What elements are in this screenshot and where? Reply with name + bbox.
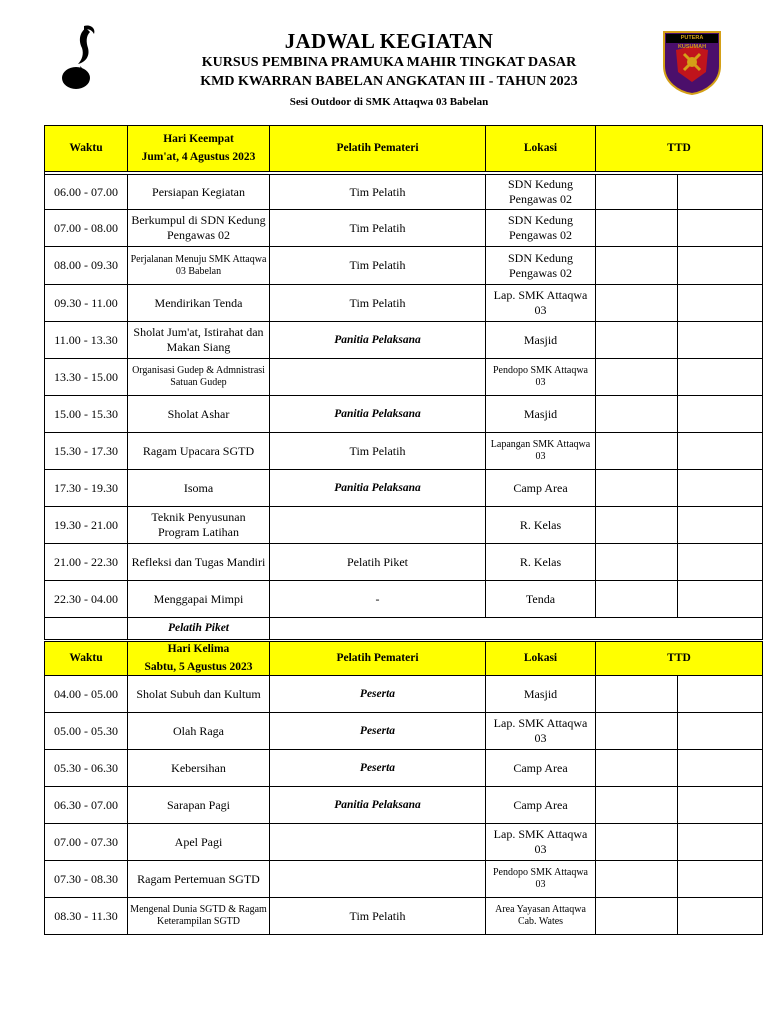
table-row [45, 676, 763, 713]
cell-kegiatan: Organisasi Gudep & Admnistrasi Satuan Gudep [128, 359, 270, 396]
cell-lokasi: SDN Kedung Pengawas 02 [486, 247, 596, 285]
cell-kegiatan: Isoma [128, 470, 270, 507]
cell-ttd-signature [678, 433, 763, 470]
cell-kegiatan: Berkumpul di SDN Kedung Pengawas 02 [128, 210, 270, 247]
table-row [45, 507, 763, 544]
cell-ttd-signature [596, 470, 678, 507]
badge-text: PUTERA KUSUMAH [677, 35, 707, 50]
cell-pelatih: Pelatih Piket [270, 544, 486, 581]
cell-ttd-signature [596, 861, 678, 898]
table-row [45, 898, 763, 935]
cell-ttd-signature [596, 175, 678, 210]
header-ttd: TTD [596, 126, 763, 172]
table-row [45, 861, 763, 898]
cell-kegiatan: Menggapai Mimpi [128, 581, 270, 618]
cell-empty [270, 618, 763, 640]
cell-kegiatan: Kebersihan [128, 750, 270, 787]
cell-ttd-signature [678, 470, 763, 507]
cell-lokasi: Area Yayasan Attaqwa Cab. Wates [486, 898, 596, 935]
cell-ttd-signature [678, 787, 763, 824]
cell-lokasi: Masjid [486, 676, 596, 713]
table-row [45, 713, 763, 750]
schedule-table-day2 [44, 641, 763, 935]
cell-ttd-signature [596, 544, 678, 581]
cell-pelatih: Panitia Pelaksana [270, 396, 486, 433]
cell-kegiatan: Perjalanan Menuju SMK Attaqwa 03 Babelan [128, 247, 270, 285]
subtitle-course: KURSUS PEMBINA PRAMUKA MAHIR TINGKAT DASAR [201, 55, 577, 70]
cell-kegiatan: Sholat Subuh dan Kultum [128, 676, 270, 713]
cell-ttd-signature [678, 175, 763, 210]
cell-waktu: 09.30 - 11.00 [45, 285, 128, 322]
cell-pelatih: Tim Pelatih [270, 285, 486, 322]
cell-ttd-signature [678, 322, 763, 359]
cell-ttd-signature [596, 247, 678, 285]
cell-pelatih: Peserta [270, 713, 486, 750]
cell-pelatih: Tim Pelatih [270, 210, 486, 247]
cell-ttd-signature [678, 359, 763, 396]
cell-pelatih [270, 824, 486, 861]
cell-empty [45, 618, 128, 640]
pelatih-piket-label: Pelatih Piket [128, 618, 270, 640]
table-row [45, 247, 763, 285]
table-row [45, 396, 763, 433]
cell-pelatih: Peserta [270, 750, 486, 787]
cell-ttd-signature [596, 581, 678, 618]
cell-ttd-signature [596, 898, 678, 935]
cell-lokasi: Lapangan SMK Attaqwa 03 [486, 433, 596, 470]
cell-ttd-signature [596, 285, 678, 322]
cell-lokasi: Camp Area [486, 470, 596, 507]
cell-ttd-signature [596, 433, 678, 470]
table-row [45, 470, 763, 507]
cell-pelatih: - [270, 581, 486, 618]
cell-waktu: 06.30 - 07.00 [45, 787, 128, 824]
cell-ttd-signature [678, 676, 763, 713]
cell-lokasi: R. Kelas [486, 544, 596, 581]
cell-ttd-signature [596, 787, 678, 824]
cell-ttd-signature [596, 396, 678, 433]
header-lokasi: Lokasi [486, 642, 596, 676]
cell-waktu: 05.00 - 05.30 [45, 713, 128, 750]
cell-kegiatan: Ragam Upacara SGTD [128, 433, 270, 470]
cell-kegiatan: Refleksi dan Tugas Mandiri [128, 544, 270, 581]
cell-pelatih: Panitia Pelaksana [270, 322, 486, 359]
cell-waktu: 08.00 - 09.30 [45, 247, 128, 285]
header-ttd: TTD [596, 642, 763, 676]
cell-pelatih [270, 861, 486, 898]
cell-lokasi: Pendopo SMK Attaqwa 03 [486, 359, 596, 396]
cell-lokasi: SDN Kedung Pengawas 02 [486, 175, 596, 210]
page-title: JADWAL KEGIATAN [284, 29, 494, 53]
cell-waktu: 21.00 - 22.30 [45, 544, 128, 581]
table-row [45, 544, 763, 581]
cell-kegiatan: Sholat Jum'at, Istirahat dan Makan Siang [128, 322, 270, 359]
day-label: Hari Keempat [163, 133, 234, 145]
cell-ttd-signature [678, 861, 763, 898]
cell-pelatih: Tim Pelatih [270, 247, 486, 285]
document-header [0, 0, 768, 120]
cell-lokasi: Tenda [486, 581, 596, 618]
cell-pelatih: Panitia Pelaksana [270, 787, 486, 824]
cell-waktu: 15.00 - 15.30 [45, 396, 128, 433]
cell-lokasi: Lap. SMK Attaqwa 03 [486, 824, 596, 861]
table-row [45, 750, 763, 787]
day-date: Jum'at, 4 Agustus 2023 [141, 151, 256, 163]
cell-kegiatan: Teknik Penyusunan Program Latihan [128, 507, 270, 544]
cell-waktu: 08.30 - 11.30 [45, 898, 128, 935]
table-row [45, 210, 763, 247]
table-header-row [45, 126, 763, 172]
cell-pelatih: Peserta [270, 676, 486, 713]
cell-ttd-signature [596, 824, 678, 861]
header-pelatih: Pelatih Pemateri [270, 642, 486, 676]
schedule-table-day1 [44, 125, 763, 640]
cell-kegiatan: Mengenal Dunia SGTD & Ragam Keterampilan SGTD [128, 898, 270, 935]
cell-lokasi: Masjid [486, 396, 596, 433]
cell-waktu: 11.00 - 13.30 [45, 322, 128, 359]
cell-waktu: 17.30 - 19.30 [45, 470, 128, 507]
cell-pelatih: Tim Pelatih [270, 898, 486, 935]
cell-ttd-signature [678, 713, 763, 750]
cell-kegiatan: Mendirikan Tenda [128, 285, 270, 322]
cell-ttd-signature [596, 210, 678, 247]
cell-ttd-signature [678, 247, 763, 285]
cell-waktu: 15.30 - 17.30 [45, 433, 128, 470]
cell-ttd-signature [596, 359, 678, 396]
cell-waktu: 06.00 - 07.00 [45, 175, 128, 210]
cell-waktu: 07.00 - 07.30 [45, 824, 128, 861]
cell-lokasi: Lap. SMK Attaqwa 03 [486, 285, 596, 322]
day-label: Hari Kelima [167, 643, 230, 655]
subtitle-batch: KMD KWARRAN BABELAN ANGKATAN III - TAHUN 2023 [200, 74, 578, 89]
cell-kegiatan: Apel Pagi [128, 824, 270, 861]
table-row [45, 359, 763, 396]
cell-ttd-signature [596, 322, 678, 359]
cell-waktu: 22.30 - 04.00 [45, 581, 128, 618]
cell-ttd-signature [678, 507, 763, 544]
table-header-row [45, 642, 763, 676]
table-row [45, 433, 763, 470]
cell-ttd-signature [596, 676, 678, 713]
subtitle-session: Sesi Outdoor di SMK Attaqwa 03 Babelan [289, 96, 489, 108]
cell-ttd-signature [678, 750, 763, 787]
pelatih-piket-row [45, 618, 763, 640]
header-day [128, 126, 270, 172]
cell-ttd-signature [678, 396, 763, 433]
header-day [128, 642, 270, 676]
table-row [45, 175, 763, 210]
cell-ttd-signature [678, 210, 763, 247]
cell-pelatih [270, 359, 486, 396]
cell-waktu: 19.30 - 21.00 [45, 507, 128, 544]
cell-ttd-signature [678, 824, 763, 861]
cell-ttd-signature [596, 750, 678, 787]
cell-kegiatan: Olah Raga [128, 713, 270, 750]
cell-ttd-signature [678, 581, 763, 618]
cell-pelatih: Tim Pelatih [270, 175, 486, 210]
cell-lokasi: Camp Area [486, 750, 596, 787]
cell-ttd-signature [596, 713, 678, 750]
cell-lokasi: Masjid [486, 322, 596, 359]
header-lokasi: Lokasi [486, 126, 596, 172]
cell-pelatih: Panitia Pelaksana [270, 470, 486, 507]
cell-lokasi: Camp Area [486, 787, 596, 824]
cell-waktu: 13.30 - 15.00 [45, 359, 128, 396]
table-row [45, 787, 763, 824]
cell-ttd-signature [596, 507, 678, 544]
cell-pelatih [270, 507, 486, 544]
cell-kegiatan: Ragam Pertemuan SGTD [128, 861, 270, 898]
table-row [45, 581, 763, 618]
cell-lokasi: R. Kelas [486, 507, 596, 544]
cell-waktu: 07.30 - 08.30 [45, 861, 128, 898]
cell-ttd-signature [678, 285, 763, 322]
day-date: Sabtu, 5 Agustus 2023 [144, 661, 253, 673]
header-waktu: Waktu [45, 642, 128, 676]
cell-waktu: 05.30 - 06.30 [45, 750, 128, 787]
table-row [45, 824, 763, 861]
cell-waktu: 07.00 - 08.00 [45, 210, 128, 247]
cell-kegiatan: Sholat Ashar [128, 396, 270, 433]
cell-lokasi: Lap. SMK Attaqwa 03 [486, 713, 596, 750]
table-row [45, 322, 763, 359]
header-pelatih: Pelatih Pemateri [270, 126, 486, 172]
cell-lokasi: SDN Kedung Pengawas 02 [486, 210, 596, 247]
cell-ttd-signature [678, 898, 763, 935]
cell-lokasi: Pendopo SMK Attaqwa 03 [486, 861, 596, 898]
header-waktu: Waktu [45, 126, 128, 172]
cell-kegiatan: Persiapan Kegiatan [128, 175, 270, 210]
cell-pelatih: Tim Pelatih [270, 433, 486, 470]
cell-ttd-signature [678, 544, 763, 581]
cell-kegiatan: Sarapan Pagi [128, 787, 270, 824]
cell-waktu: 04.00 - 05.00 [45, 676, 128, 713]
table-row [45, 285, 763, 322]
